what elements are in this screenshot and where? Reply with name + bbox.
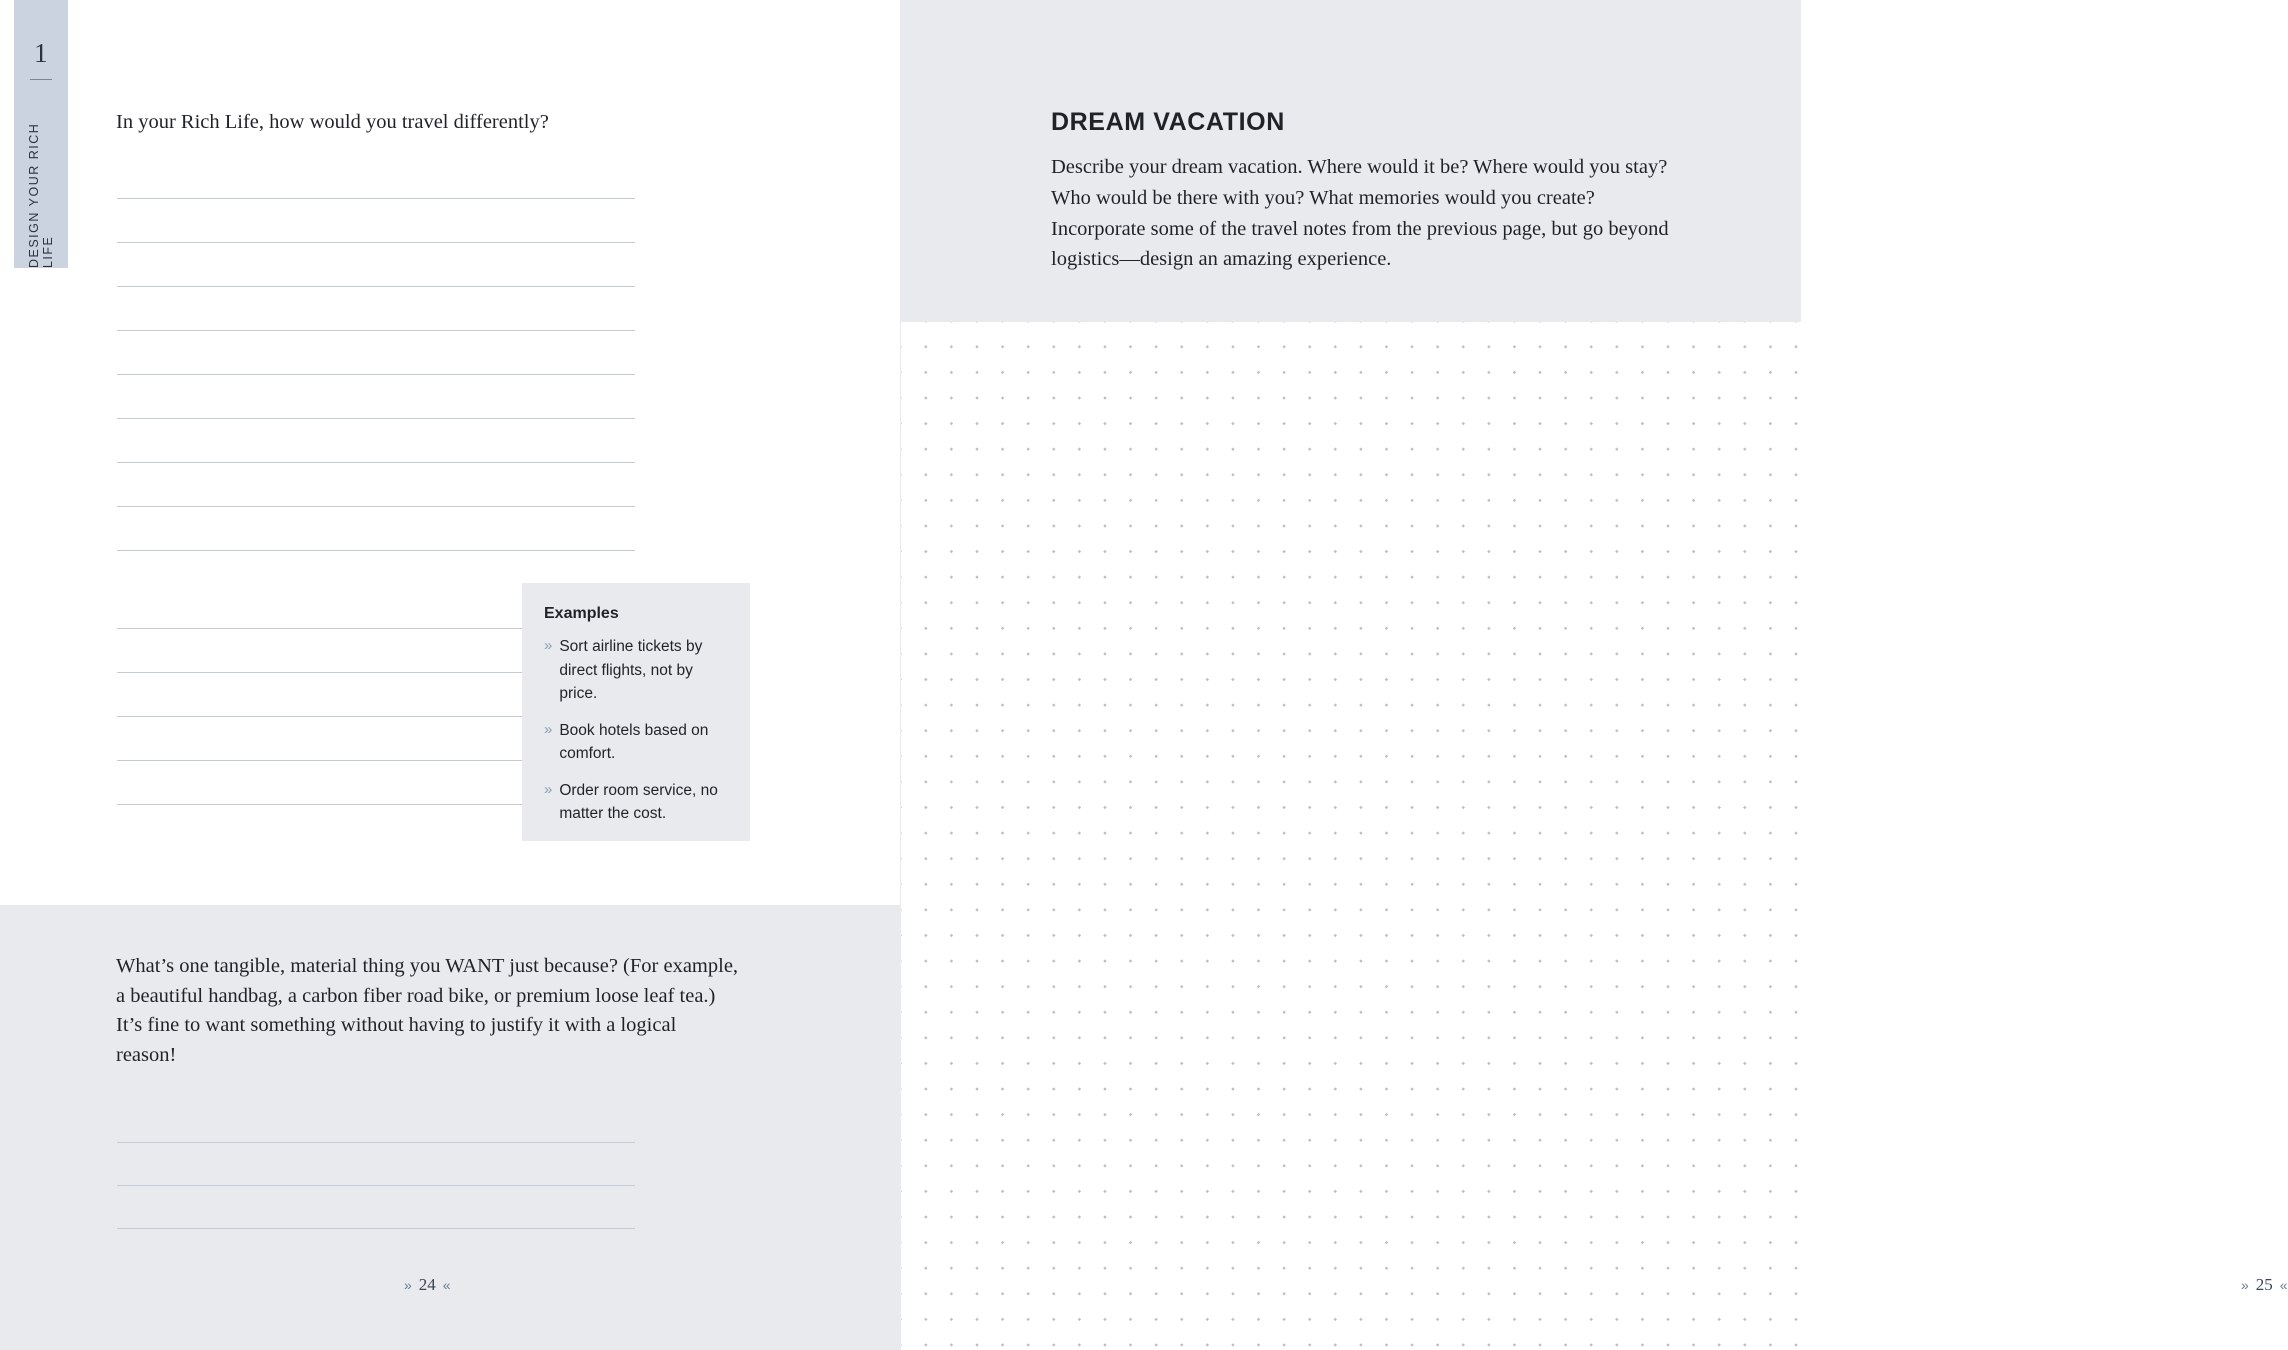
double-chevron-icon: » <box>544 720 553 738</box>
writing-line[interactable] <box>117 331 635 375</box>
writing-lines-want[interactable] <box>117 1100 635 1229</box>
writing-line[interactable] <box>117 1186 635 1229</box>
example-text: Sort airline tickets by direct flights, not by price. <box>559 638 703 703</box>
list-item <box>544 635 730 706</box>
page-number-value: 25 <box>2255 1275 2273 1294</box>
writing-line[interactable] <box>117 629 522 673</box>
writing-line[interactable] <box>117 419 635 463</box>
example-text: Order room service, no matter the cost. <box>559 781 718 823</box>
writing-lines-travel-short[interactable] <box>117 585 522 805</box>
chapter-number: 1 <box>34 38 48 68</box>
writing-line[interactable] <box>117 761 522 805</box>
prompt-travel: In your Rich Life, how would you travel differently? <box>116 111 549 133</box>
writing-lines-travel-full[interactable] <box>117 155 635 551</box>
examples-box <box>522 583 750 841</box>
chevron-right-icon: « <box>442 1277 451 1293</box>
writing-line[interactable] <box>117 155 635 199</box>
double-chevron-icon: » <box>544 637 553 654</box>
prompt-want: What’s one tangible, material thing you WANT just because? (For example, a beautiful handbag, a carbon fiber road bike, or premium loose leaf tea.) It’s fine to want something without having to justify it with a logical reason! <box>116 955 739 1067</box>
writing-line[interactable] <box>117 717 522 761</box>
chevron-left-icon: » <box>2241 1277 2249 1293</box>
writing-line[interactable] <box>117 673 522 717</box>
writing-line[interactable] <box>117 1100 635 1143</box>
chapter-tab <box>14 0 68 268</box>
page-number-right <box>2241 1275 2288 1295</box>
chevron-right-icon: « <box>2279 1277 2288 1293</box>
prompt-dream-vacation: Describe your dream vacation. Where would it be? Where would you stay? Who would be there with you? What memories would you create? Incorporate some of the travel notes from the previous page, but go beyond logistics—design an amazing experience. <box>1051 156 1669 271</box>
writing-line[interactable] <box>117 243 635 287</box>
examples-title: Examples <box>544 605 619 622</box>
writing-line[interactable] <box>117 199 635 243</box>
writing-line[interactable] <box>117 287 635 331</box>
page-number-value: 24 <box>418 1275 436 1294</box>
writing-line[interactable] <box>117 585 522 629</box>
writing-line[interactable] <box>117 463 635 507</box>
page-number-left <box>404 1275 451 1295</box>
writing-line[interactable] <box>117 507 635 551</box>
writing-line[interactable] <box>117 375 635 419</box>
chevron-left-icon: » <box>404 1277 412 1293</box>
left-page <box>0 0 900 1350</box>
chapter-label: DESIGN YOUR RICH LIFE <box>27 122 55 268</box>
page-title: DREAM VACATION <box>1051 108 1285 136</box>
list-item <box>544 719 730 766</box>
list-item <box>544 779 730 826</box>
example-text: Book hotels based on comfort. <box>559 721 709 763</box>
dot-grid-writing-area[interactable] <box>901 322 1801 1350</box>
writing-line[interactable] <box>117 1143 635 1186</box>
chapter-divider <box>30 79 52 80</box>
double-chevron-icon: » <box>544 780 553 798</box>
right-page <box>900 0 2288 1350</box>
